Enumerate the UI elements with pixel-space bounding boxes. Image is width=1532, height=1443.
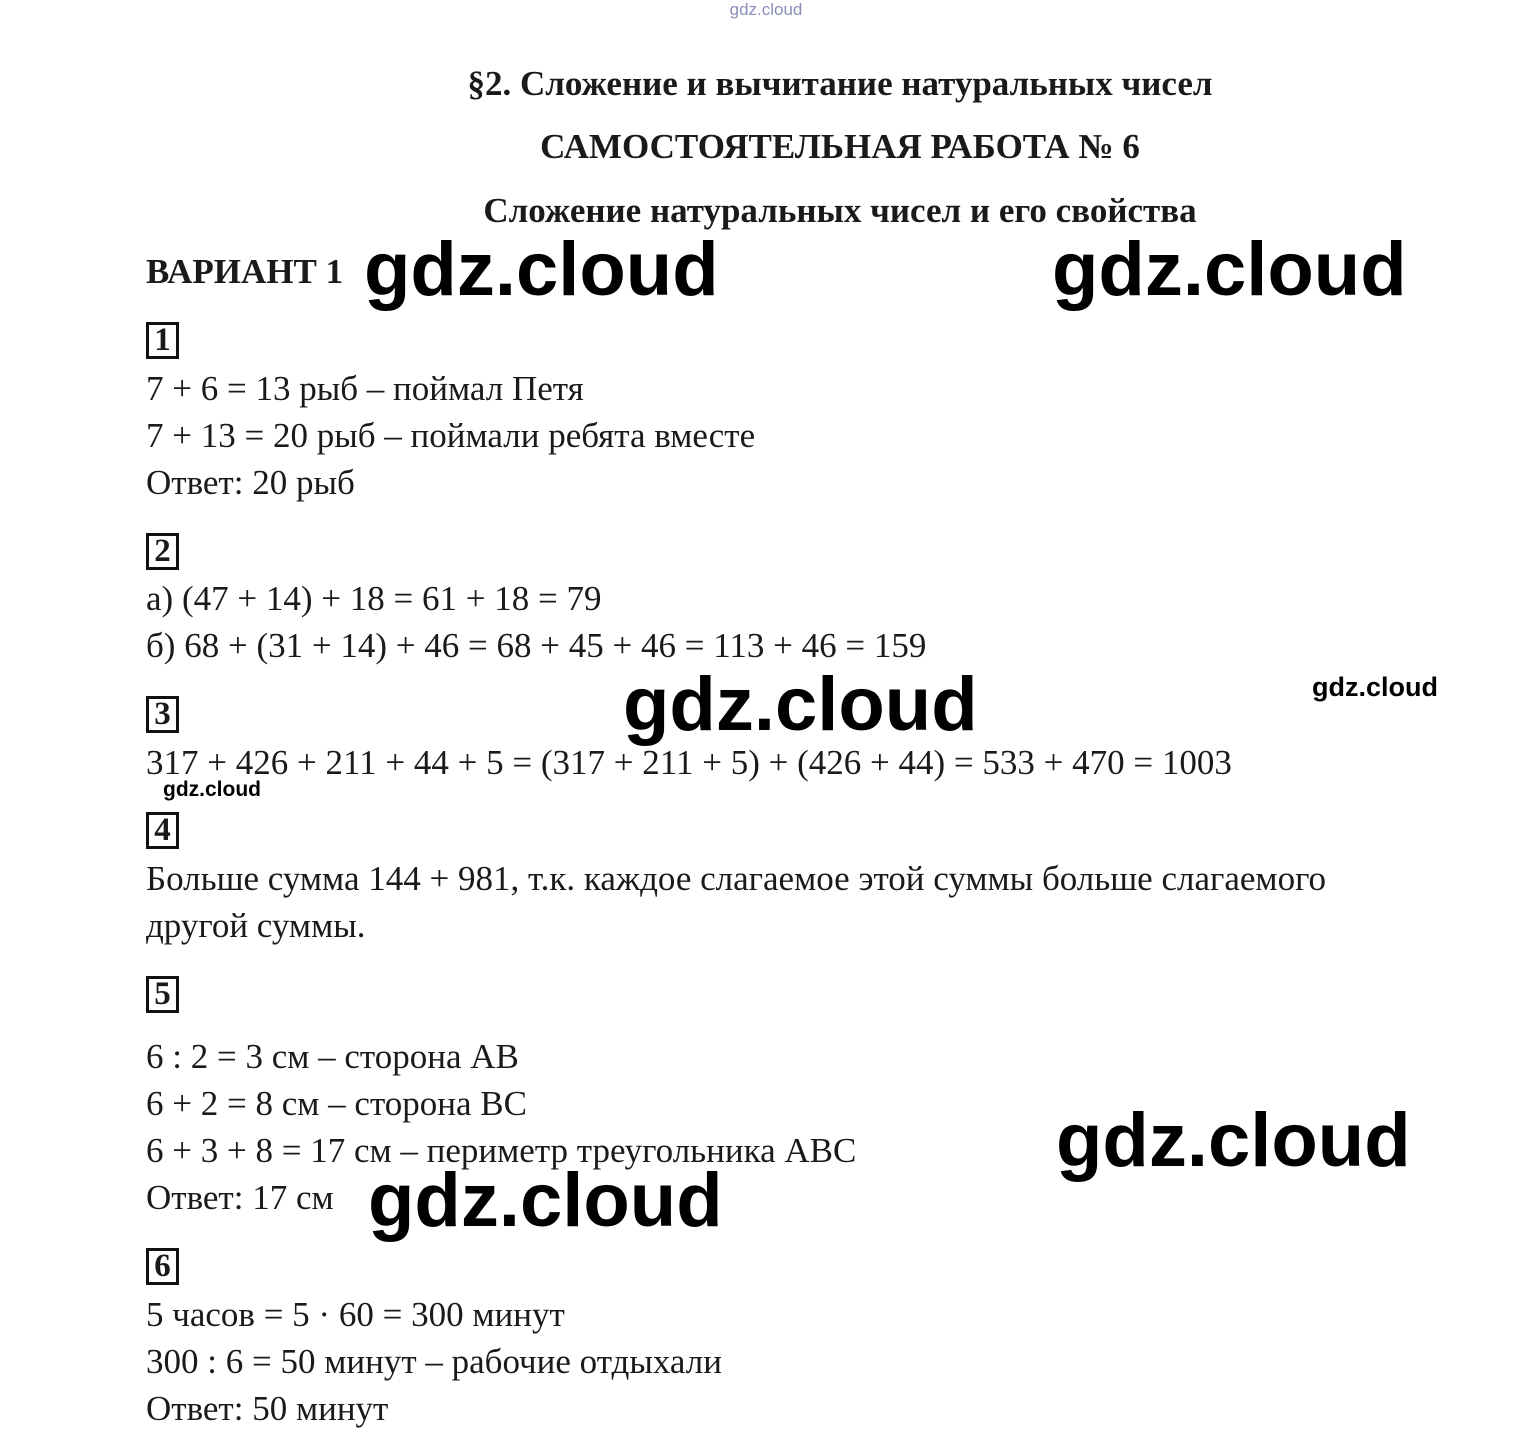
task-2-line-2: б) 68 + (31 + 14) + 46 = 68 + 45 + 46 = 113 + 46 = 159 bbox=[146, 626, 927, 665]
watermark: gdz.cloud bbox=[163, 778, 261, 801]
watermark: gdz.cloud bbox=[1056, 1098, 1411, 1183]
task-2-line-1: а) (47 + 14) + 18 = 61 + 18 = 79 bbox=[146, 579, 602, 618]
task-number-1: 1 bbox=[146, 322, 179, 359]
task-3-line-1: 317 + 426 + 211 + 44 + 5 = (317 + 211 + 5) + (426 + 44) = 533 + 470 = 1003 bbox=[146, 743, 1232, 782]
section-title: §2. Сложение и вычитание натуральных чисел bbox=[467, 64, 1213, 103]
top-site-link[interactable]: gdz.cloud bbox=[729, 0, 803, 19]
task-number-2: 2 bbox=[146, 533, 179, 570]
task-number-6: 6 bbox=[146, 1248, 179, 1285]
watermark: gdz.cloud bbox=[1052, 227, 1407, 312]
task-1-line-3: Ответ: 20 рыб bbox=[146, 463, 355, 502]
watermark: gdz.cloud bbox=[368, 1158, 723, 1243]
task-6-line-3: Ответ: 50 минут bbox=[146, 1389, 389, 1428]
task-6-line-2: 300 : 6 = 50 минут – рабочие отдыхали bbox=[146, 1342, 722, 1381]
task-4-line-2: другой суммы. bbox=[146, 906, 366, 945]
task-number-5: 5 bbox=[146, 976, 179, 1013]
task-1-line-1: 7 + 6 = 13 рыб – поймал Петя bbox=[146, 369, 584, 408]
task-5-line-1: 6 : 2 = 3 см – сторона AB bbox=[146, 1037, 519, 1076]
task-5-line-2: 6 + 2 = 8 см – сторона BC bbox=[146, 1084, 527, 1123]
task-5-line-3: 6 + 3 + 8 = 17 см – периметр треугольника ABC bbox=[146, 1131, 857, 1170]
task-4-line-1: Больше сумма 144 + 981, т.к. каждое слагаемое этой суммы больше слагаемого bbox=[146, 859, 1327, 898]
work-title: САМОСТОЯТЕЛЬНАЯ РАБОТА № 6 bbox=[540, 127, 1140, 166]
task-number-4: 4 bbox=[146, 812, 179, 849]
task-5-line-4: Ответ: 17 см bbox=[146, 1178, 334, 1217]
task-6-line-1: 5 часов = 5 · 60 = 300 минут bbox=[146, 1295, 565, 1334]
watermark: gdz.cloud bbox=[623, 662, 978, 747]
watermark: gdz.cloud bbox=[1312, 672, 1438, 702]
task-number-3: 3 bbox=[146, 696, 179, 733]
task-1-line-2: 7 + 13 = 20 рыб – поймали ребята вместе bbox=[146, 416, 756, 455]
watermark: gdz.cloud bbox=[364, 227, 719, 312]
variant-label: ВАРИАНТ 1 bbox=[146, 252, 344, 291]
topic-title: Сложение натуральных чисел и его свойства bbox=[483, 191, 1197, 230]
